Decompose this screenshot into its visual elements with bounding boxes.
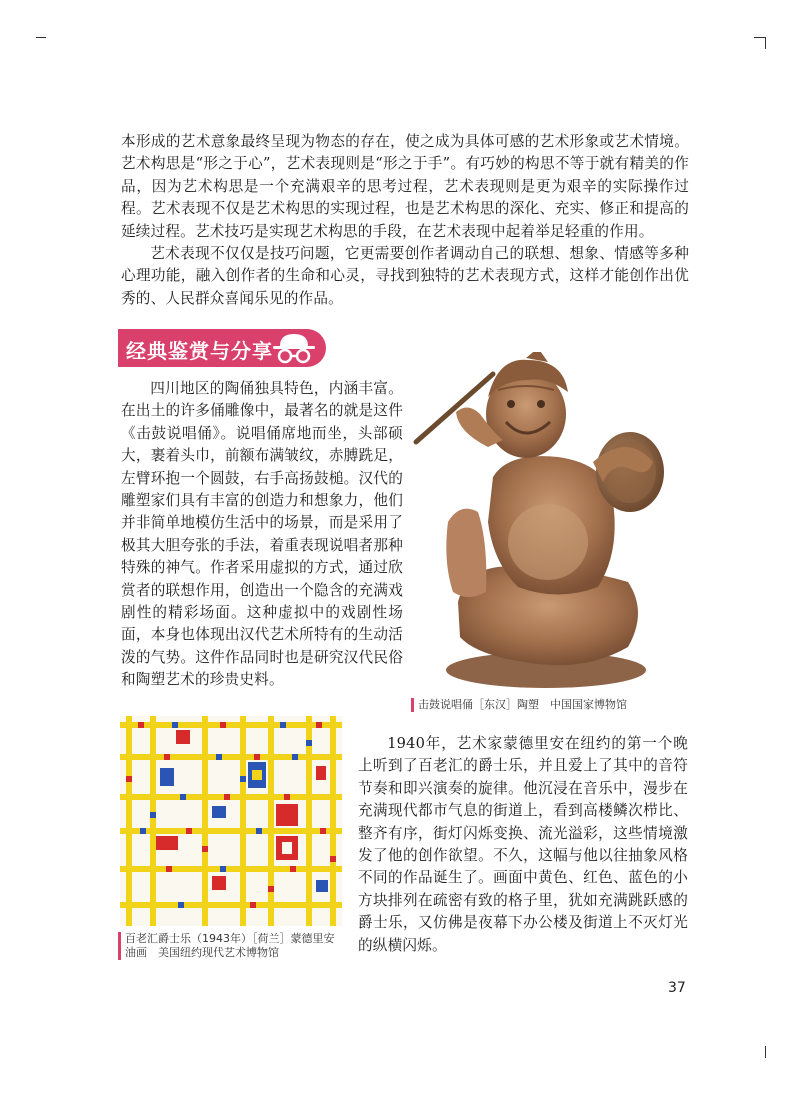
painting-caption-line-2: 油画 美国纽约现代艺术博物馆 [125,946,279,959]
section-banner [118,329,326,367]
figurine-article [121,378,403,692]
intro-paragraph-2: 艺术表现不仅仅是技巧问题，它更需要创作者调动自己的联想、想象、情感等多种心理功能，融入创作者的生命和心灵，寻找到独特的艺术表现方式，这样才能创作出优秀的、人民群众喜闻乐见的作品。 [121,245,689,307]
painting-caption-line-1: 百老汇爵士乐（1943年）［荷兰］蒙德里安 [125,932,335,945]
crop-mark-bottom-right [765,1046,766,1058]
banner-title: 经典鉴赏与分享 [126,339,273,363]
intro-paragraph-1: 本形成的艺术意象最终呈现为物态的存在，使之成为具体可感的艺术形象或艺术情境。艺术构思是“形之于心”，艺术表现则是“形之于手”。有巧妙的构思不等于就有精美的作品，因为艺术构思是一个充满艰辛的思考过程，艺术表现则是更为艰辛的实际操作过程。艺术表现不仅是艺术构思的实现过程，也是艺术构思的深化、充实、修正和提高的延续过程。艺术技巧是实现艺术构思的手段，在艺术表现中起着举足轻重的作用。 [121,133,689,240]
hat-glasses-icon [268,332,320,364]
painting-article-text: 1940年，艺术家蒙德里安在纽约的第一个晚上听到了百老汇的爵士乐，并且爱上了其中的音符节奏和即兴演奏的旋律。他沉浸在音乐中，漫步在充满现代都市气息的街道上，看到高楼鳞次栉比、整齐有序，街灯闪烁变换、流光溢彩，这些情境激发了他的创作欲望。不久，这幅与他以往抽象风格不同的作品诞生了。画面中黄色、红色、蓝色的小方块排列在疏密有致的格子里，犹如充满跳跃感的爵士乐，又仿佛是夜幕下办公楼及街道上不灭灯光的纵横闪烁。 [358,735,688,954]
page-number: 37 [668,980,686,996]
figurine-article-text: 四川地区的陶俑独具特色，内涵丰富。在出土的许多俑雕像中，最著名的就是这件《击鼓说唱俑》。说唱俑席地而坐，头部硕大，裹着头巾，前额布满皱纹，赤膊跣足，左臂环抱一个圆鼓，右手高扬鼓槌。汉代的雕塑家们具有丰富的创造力和想象力，他们并非简单地模仿生活中的场景，而是采用了极其大胆夸张的手法，着重表现说唱者那种特殊的神气。作者采用虚拟的方式，通过欣赏者的联想作用，创造出一个隐含的充满戏剧性的精彩场面。这种虚拟中的戏剧性场面，本身也体现出汉代艺术所特有的生动活泼的气势。这件作品同时也是研究汉代民俗和陶塑艺术的珍贵史料。 [121,380,403,689]
crop-mark-top-left [36,37,46,38]
intro-section [121,131,689,310]
painting-caption [118,932,357,960]
broadway-boogie-woogie-image [120,716,342,926]
drummer-figurine-image [398,352,673,690]
crop-mark-top-right-v [765,37,766,49]
painting-article [358,733,688,957]
figurine-caption: 击鼓说唱俑［东汉］陶塑 中国国家博物馆 [411,698,678,712]
